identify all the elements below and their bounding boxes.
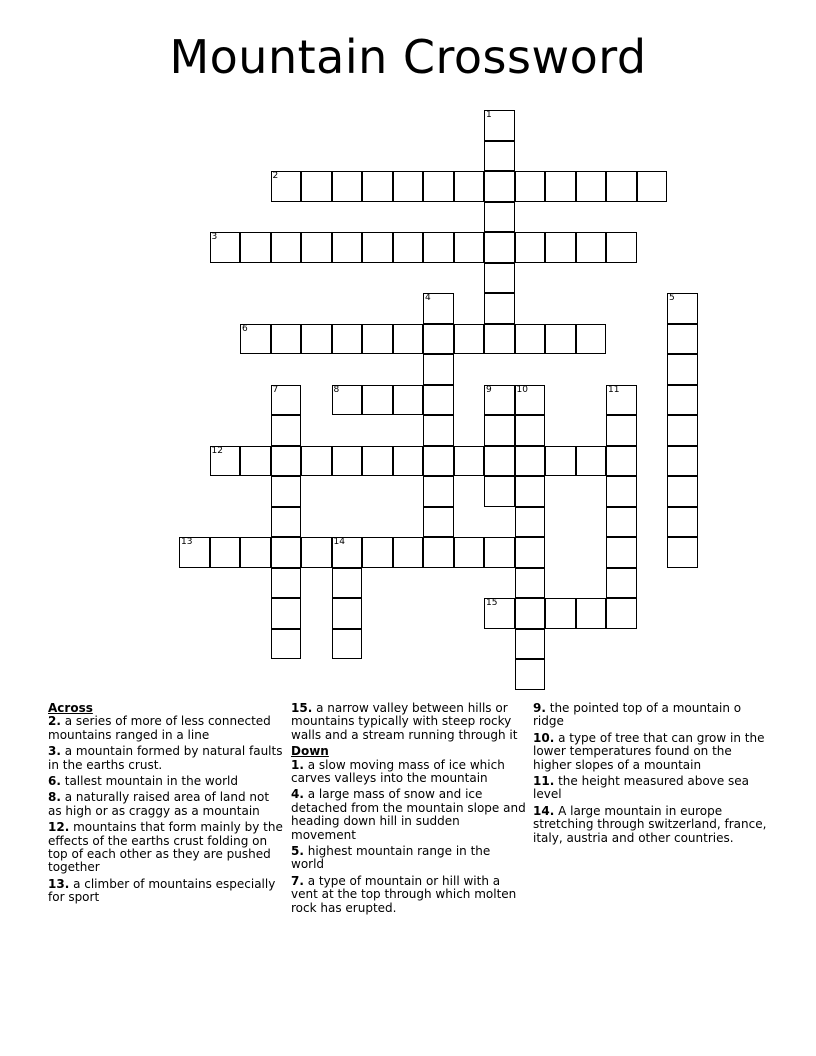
grid-cell[interactable] (484, 293, 515, 324)
grid-cell[interactable] (606, 476, 637, 507)
grid-cell[interactable] (271, 171, 302, 202)
grid-cell[interactable] (210, 232, 241, 263)
grid-cell[interactable] (515, 415, 546, 446)
clue-number: 6 (242, 323, 248, 334)
clue-across-3: 3. a mountain formed by natural faults in the earths crust. (48, 744, 283, 772)
grid-cell[interactable] (484, 141, 515, 172)
grid-cell[interactable] (332, 385, 363, 416)
grid-cell[interactable] (576, 171, 607, 202)
across-header: Across (48, 701, 93, 715)
grid-cell[interactable] (423, 354, 454, 385)
grid-cell[interactable] (484, 598, 515, 629)
page-title: Mountain Crossword (169, 30, 647, 84)
grid-cell[interactable] (301, 324, 332, 355)
grid-cell[interactable] (515, 507, 546, 538)
grid-cell[interactable] (423, 537, 454, 568)
grid-cell[interactable] (393, 385, 424, 416)
grid-cell[interactable] (667, 507, 698, 538)
clue-number: 5 (669, 293, 675, 303)
grid-cell[interactable] (545, 232, 576, 263)
grid-cell[interactable] (271, 629, 302, 660)
grid-cell[interactable] (362, 537, 393, 568)
grid-cell[interactable] (484, 202, 515, 233)
clue-across-15: 15. a narrow valley between hills or mountains typically with steep rocky walls and a stream running through it (291, 701, 518, 742)
grid-cell[interactable] (484, 232, 515, 263)
grid-cell[interactable] (423, 446, 454, 477)
grid-cell[interactable] (454, 324, 485, 355)
grid-cell[interactable] (545, 446, 576, 477)
grid-cell[interactable] (576, 324, 607, 355)
grid-cell[interactable] (606, 171, 637, 202)
grid-cell[interactable] (515, 446, 546, 477)
grid-cell[interactable] (545, 171, 576, 202)
grid-cell[interactable] (576, 232, 607, 263)
grid-cell[interactable] (332, 171, 363, 202)
grid-cell[interactable] (515, 385, 546, 416)
clue-number: 4 (425, 293, 431, 303)
grid-cell[interactable] (240, 324, 271, 355)
grid-cell[interactable] (332, 598, 363, 629)
clue-across-8: 8. a naturally raised area of land not as high or as craggy as a mountain (48, 790, 270, 818)
grid-cell[interactable] (576, 598, 607, 629)
grid-cell[interactable] (454, 446, 485, 477)
grid-cell[interactable] (240, 446, 271, 477)
grid-cell[interactable] (484, 537, 515, 568)
grid-cell[interactable] (362, 446, 393, 477)
grid-cell[interactable] (667, 446, 698, 477)
grid-cell[interactable] (423, 232, 454, 263)
clue-column-3 (533, 702, 769, 848)
grid-cell[interactable] (362, 232, 393, 263)
grid-cell[interactable] (667, 415, 698, 446)
grid-cell[interactable] (271, 568, 302, 599)
clue-number: 15 (486, 598, 498, 608)
grid-cell[interactable] (606, 385, 637, 416)
grid-cell[interactable] (667, 293, 698, 324)
grid-cell[interactable] (515, 476, 546, 507)
grid-cell[interactable] (667, 354, 698, 385)
grid-cell[interactable] (515, 568, 546, 599)
clue-down-10: 10. a type of tree that can grow in the lower temperatures found on the higher slopes of a mountain (533, 730, 765, 772)
clue-number: 13 (181, 537, 193, 547)
grid-cell[interactable] (545, 324, 576, 355)
grid-cell[interactable] (515, 598, 546, 629)
grid-cell[interactable] (271, 537, 302, 568)
clue-number: 9 (486, 384, 492, 395)
clue-number: 8 (333, 384, 340, 395)
grid-cell[interactable] (423, 507, 454, 538)
grid-cell[interactable] (271, 415, 302, 446)
grid-cell[interactable] (606, 598, 637, 629)
grid-cell[interactable] (545, 598, 576, 629)
clue-down-9: 9. the pointed top of a mountain o ridge (533, 701, 742, 729)
grid-cell[interactable] (271, 507, 302, 538)
grid-cell[interactable] (667, 385, 698, 416)
grid-cell[interactable] (454, 171, 485, 202)
grid-cell[interactable] (393, 537, 424, 568)
grid-cell[interactable] (240, 232, 271, 263)
grid-cell[interactable] (393, 232, 424, 263)
grid-cell[interactable] (667, 476, 698, 507)
grid-cell[interactable] (393, 446, 424, 477)
grid-cell[interactable] (515, 629, 546, 660)
grid-cell[interactable] (332, 568, 363, 599)
grid-cell[interactable] (515, 324, 546, 355)
grid-cell[interactable] (179, 537, 210, 568)
grid-cell[interactable] (667, 537, 698, 568)
grid-cell[interactable] (423, 415, 454, 446)
grid-cell[interactable] (332, 629, 363, 660)
grid-cell[interactable] (606, 537, 637, 568)
clue-across-2: 2. a series of more of less connected mountains ranged in a line (48, 714, 271, 742)
grid-cell[interactable] (515, 659, 546, 690)
clue-across-13: 13. a climber of mountains especially for sport (48, 876, 276, 905)
grid-cell[interactable] (301, 446, 332, 477)
grid-cell[interactable] (271, 232, 302, 263)
clue-column-2 (291, 702, 527, 918)
grid-cell[interactable] (240, 537, 271, 568)
grid-cell[interactable] (484, 385, 515, 416)
grid-cell[interactable] (271, 385, 302, 416)
grid-cell[interactable] (606, 446, 637, 477)
grid-cell[interactable] (301, 537, 332, 568)
grid-cell[interactable] (271, 476, 302, 507)
grid-cell[interactable] (667, 324, 698, 355)
clue-number: 12 (211, 445, 223, 456)
grid-cell[interactable] (423, 171, 454, 202)
grid-cell[interactable] (332, 232, 363, 263)
grid-cell[interactable] (484, 324, 515, 355)
grid-cell[interactable] (423, 293, 454, 324)
grid-cell[interactable] (484, 110, 515, 141)
grid-cell[interactable] (332, 446, 363, 477)
grid-cell[interactable] (271, 446, 302, 477)
grid-cell[interactable] (515, 171, 546, 202)
grid-cell[interactable] (454, 537, 485, 568)
clue-number: 7 (272, 384, 279, 395)
clue-column-1 (48, 702, 284, 908)
grid-cell[interactable] (484, 476, 515, 507)
grid-cell[interactable] (423, 476, 454, 507)
grid-cell[interactable] (423, 385, 454, 416)
clue-number: 10 (516, 384, 528, 395)
clue-across-6: 6. tallest mountain in the world (48, 774, 238, 789)
grid-cell[interactable] (362, 324, 393, 355)
clue-down-1: 1. a slow moving mass of ice which carves valleys into the mountain (291, 757, 505, 786)
grid-cell[interactable] (301, 171, 332, 202)
clue-number: 2 (272, 171, 279, 181)
grid-cell[interactable] (576, 446, 607, 477)
grid-cell[interactable] (393, 171, 424, 202)
grid-cell[interactable] (606, 232, 637, 263)
grid-cell[interactable] (515, 537, 546, 568)
grid-cell[interactable] (210, 537, 241, 568)
clue-number: 14 (333, 537, 345, 547)
grid-cell[interactable] (301, 232, 332, 263)
grid-cell[interactable] (484, 263, 515, 294)
grid-cell[interactable] (606, 415, 637, 446)
clue-down-14: 14. A large mountain in europe stretching through switzerland, france, italy, austria and other countries. (533, 803, 767, 845)
grid-cell[interactable] (484, 446, 515, 477)
grid-cell[interactable] (210, 446, 241, 477)
grid-cell[interactable] (362, 385, 393, 416)
grid-cell[interactable] (332, 324, 363, 355)
clue-number: 11 (608, 384, 620, 395)
clue-number: 3 (211, 232, 218, 242)
grid-cell[interactable] (484, 171, 515, 202)
clue-down-4: 4. a large mass of snow and ice detached from the mountain slope and heading down hill in sudden movement (291, 787, 526, 842)
grid-cell[interactable] (606, 507, 637, 538)
grid-cell[interactable] (332, 537, 363, 568)
down-header: Down (291, 744, 329, 759)
grid-cell[interactable] (515, 232, 546, 263)
grid-cell[interactable] (606, 568, 637, 599)
grid-cell[interactable] (271, 324, 302, 355)
clue-down-5: 5. highest mountain range in the world (291, 844, 491, 872)
grid-cell[interactable] (484, 415, 515, 446)
grid-cell[interactable] (362, 171, 393, 202)
grid-cell[interactable] (271, 598, 302, 629)
grid-cell[interactable] (637, 171, 668, 202)
clue-down-11: 11. the height measured above sea level (533, 774, 750, 802)
clue-down-7: 7. a type of mountain or hill with a vent at the top through which molten rock has erupted. (291, 873, 517, 915)
grid-cell[interactable] (423, 324, 454, 355)
grid-cell[interactable] (454, 232, 485, 263)
clue-number: 1 (486, 110, 492, 120)
grid-cell[interactable] (393, 324, 424, 355)
clue-across-12: 12. mountains that form mainly by the effects of the earths crust folding on top of each other as they are pushed together (48, 820, 283, 875)
